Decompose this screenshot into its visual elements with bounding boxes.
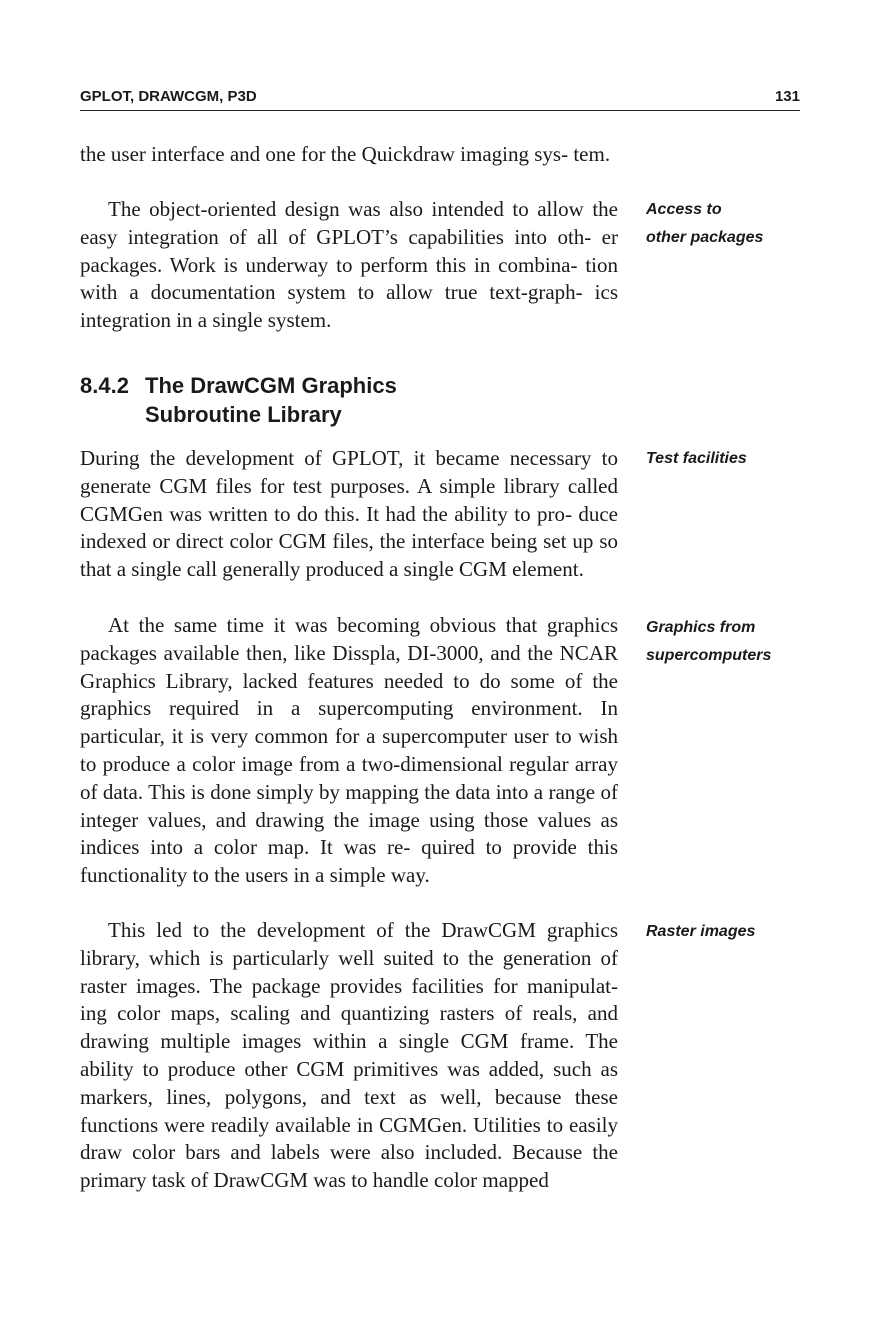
section-title-line1: The DrawCGM Graphics	[145, 373, 397, 398]
section-title-line2: Subroutine Library	[145, 402, 342, 427]
margin-note-access	[646, 196, 806, 252]
paragraph-3: During the development of GPLOT, it became necessary to generate CGM files for test purposes. A simple library called CGMGen was written to do this. It had the ability to pro- duce indexed or direct color CGM files, the interface being set up so that a single call generally produced a single CGM element.	[80, 446, 618, 582]
running-title: GPLOT, DRAWCGM, P3D	[80, 88, 257, 105]
margin-note-graphics-line1: Graphics from	[646, 619, 756, 636]
margin-note-test: Test facilities	[646, 450, 747, 467]
paragraph-2: The object-oriented design was also intended to allow the easy integration of all of GPLOT’s capabilities into oth- er packages. Work is underway to perform this in combina- tion with a documentation system to allow true text-graph- ics integration in a single system.	[80, 197, 618, 333]
margin-note-access-line1: Access to	[646, 201, 722, 218]
margin-note-graphics	[646, 614, 806, 670]
page-number: 131	[774, 88, 800, 105]
paragraph-4: At the same time it was becoming obvious that graphics packages available then, like Disspla, DI-3000, and the NCAR Graphics Library, lacked features needed to do some of the graphics required in a supercomputing environment. In particular, it is very common for a supercomputer user to wish to produce a color image from a two-dimensional regular array of data. This is done simply by mapping the data into a range of integer values, and drawing the image using those values as indices into a color map. It was re- quired to provide this functionality to the users in a simple way.	[80, 613, 618, 888]
margin-note-graphics-line2: supercomputers	[646, 647, 772, 664]
margin-note-raster: Raster images	[646, 923, 756, 940]
header-rule	[80, 110, 800, 111]
section-number: 8.4.2	[80, 373, 129, 398]
paragraph-5: This led to the development of the DrawCGM graphics library, which is particularly well suited to the generation of raster images. The package provides facilities for manipulat- ing color maps, scaling and quantizing rasters of reals, and drawing multiple images within a single CGM frame. The ability to produce other CGM primitives was added, such as markers, lines, polygons, and text as well, because these functions were readily available in CGMGen. Utilities to easily draw color bars and labels were also included. Because the primary task of DrawCGM was to handle color mapped	[80, 918, 618, 1193]
paragraph-1: the user interface and one for the Quickdraw imaging sys- tem.	[80, 142, 611, 166]
section-heading	[80, 371, 397, 429]
margin-note-access-line2: other packages	[646, 229, 764, 246]
